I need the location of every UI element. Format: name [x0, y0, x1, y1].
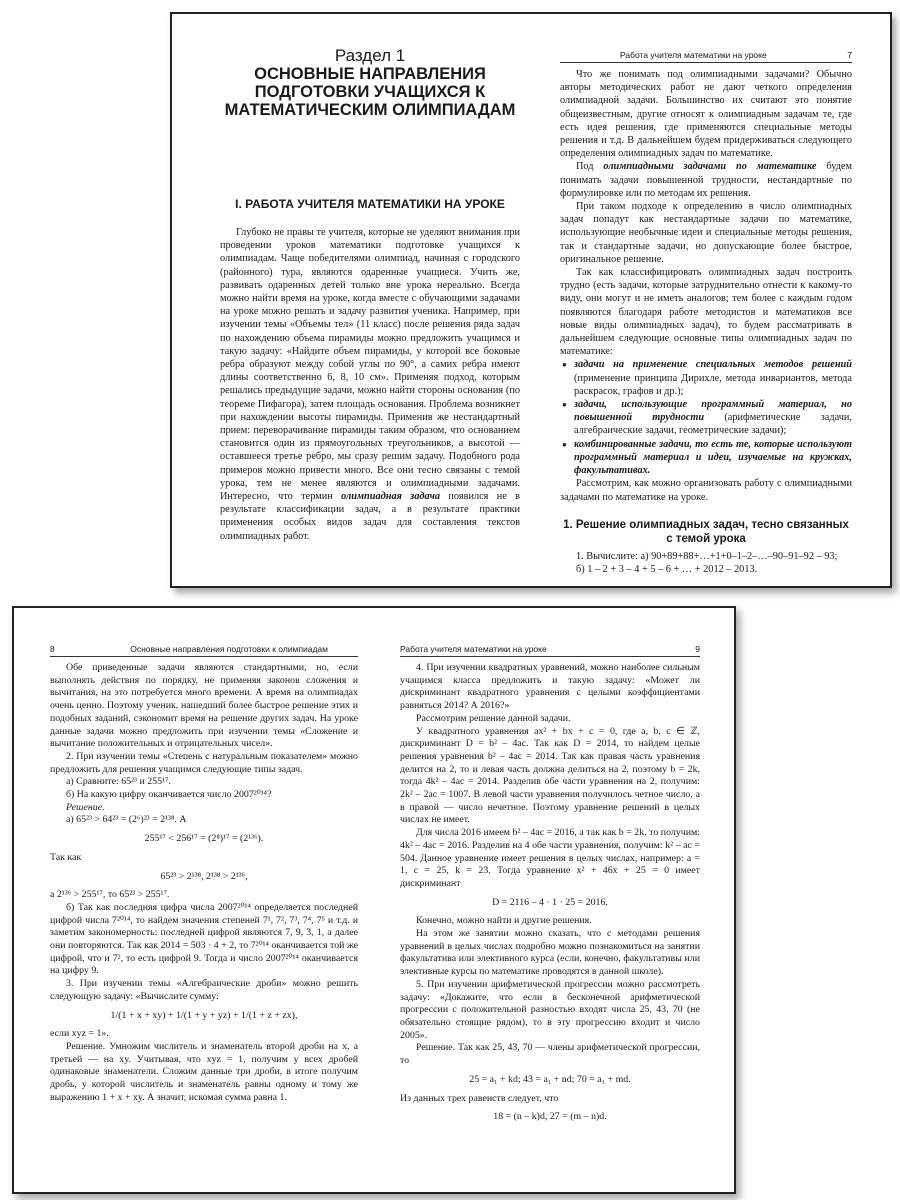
paragraph: Из данных трех равенств следует, что: [400, 1092, 559, 1104]
list-item: ● комбинированные задачи, то есть те, которые используют программный материал и идеи, изучаемые на кружках, факультативах.: [574, 438, 852, 478]
page-right-bottom: [400, 608, 700, 1192]
running-head: [50, 638, 358, 657]
paragraph: Рассмотрим решение данной задачи.: [416, 712, 571, 724]
book-spread-top: [170, 12, 892, 588]
subsection-heading: 1. Решение олимпиадных задач, тесно связанных с темой урока: [563, 518, 849, 545]
formula-line: 25 = a₁ + kd; 43 = a₁ + nd; 70 = a₁ + md.: [469, 1073, 631, 1085]
paragraph: У квадратного уравнения ax² + bx + c = 0, где a, b, c ∈ ℤ, дискриминант D = b² – 4ac. Так как D = 2014, то найдем целые решения уравнения b² – 4ac = 2014. Так как правая часть уравнения делится на 2, то и левая часть должна делиться на 2, поэтому b = 2k, тогда 4k² – 4ac = 2014. Разделив обе части уравнения на 2, получим: 2k² – 2ac = 1007. В левой части уравнения получилось четное число, а в правой — число нечетное. Поэтому уравнение решений в целых числах не имеет.: [400, 725, 700, 826]
page-right-top: [560, 14, 852, 586]
paragraph: 5. При изучении арифметической прогрессии можно рассмотреть задачу: «Докажите, что если в бесконечной арифметической прогрессии с положительной разностью входят числа 25, 43, 70 (не обязательно стоящие рядом), то в эту прогрессию входит и число 2005».: [400, 978, 700, 1041]
paragraph: Под олимпиадными задачами по математике будем понимать задачи повышенной трудности, нестандартные по формулировке или по методам их решения.: [560, 161, 853, 199]
paragraph: На этом же занятии можно сказать, что с методами решения уравнений в целых числах подробно можно познакомиться на занятии факультатива или элективного курса (если, конечно, факультативы или элективные курсы по математике проводятся в данной школе).: [400, 928, 700, 978]
paragraph: Решение. Так как 25, 43, 70 — члены арифметической прогрессии, то: [400, 1042, 700, 1067]
page-left-bottom: [50, 608, 358, 1192]
paragraph: Конечно, можно найти и другие решения.: [416, 915, 592, 927]
paragraph: Обе приведенные задачи являются стандартными, но, если выполнять действия по порядку, не применяя законов сложения и вычитания, на это потребуется много времени. А время на олимпиадах очень ценно. Поэтому ученик, нашедший более быстрое решение этих и подобных заданий, сэкономит время на решение других задач. На уроке данные задачи можно предложить при изучении темы «Сложение и вычитание положительных и отрицательных чисел».: [50, 662, 358, 750]
running-head: [400, 638, 700, 657]
list-item: ● задачи на применение специальных методов решений (применение принципа Дирихле, метода инвариантов, метода раскрасок, графов и др.);: [574, 358, 852, 398]
chapter-title: ОСНОВНЫЕ НАПРАВЛЕНИЯ ПОДГОТОВКИ УЧАЩИХСЯ К МАТЕМАТИЧЕСКИМ ОЛИМПИАДАМ: [224, 65, 516, 119]
page-left-top: [220, 14, 520, 586]
paragraph: Рассмотрим, как можно организовать работу с олимпиадными задачами по математике на уроке.: [560, 478, 852, 503]
paragraph: если xyz = 1».: [50, 1028, 109, 1040]
paragraph: Так как классифицировать олимпиадных задач построить трудно (есть задачи, которые затруднительно отнести к какому-то виду, они могут и не иметь аналогов; тем более с каждым годом появляются благодаря работе методистов и математиков все новые виды олимпиадных задач), то будем рассматривать в дальнейшем следующие основные типы олимпиадных задач по математике:: [560, 267, 852, 358]
paragraph: Решение. Умножим числитель и знаменатель второй дроби на x, а третьей — на xy. Учитывая, что xyz = 1, получим у всех дробей одинаковые знаменатели. Сложим данные три дроби, в итоге получим дробь, у которой числитель и знаменатель равны одному и тому же выражению 1 + x + xy. А значит, искомая сумма равна 1.: [50, 1040, 358, 1103]
problem-types-list: [560, 358, 852, 477]
task-line: 1. Вычислите: а) 90+89+88+…+1+0–1–2–…–90–91–92 – 93;: [576, 550, 838, 562]
paragraph: При таком подходе к определению в число олимпиадных задач попадут как нестандартные задачи по математике, использующие необычные идеи и специальные методы решения, так и стандартные задачи, но допускающие более быстрое, оригинальное решение.: [560, 201, 852, 265]
running-head-title: Работа учителя математики на уроке: [400, 644, 547, 654]
paragraph: а) Сравните: 65²³ и 255¹⁷.: [66, 776, 171, 788]
formula-line: 1/(1 + x + xy) + 1/(1 + y + yz) + 1/(1 + z + zx),: [110, 1009, 298, 1021]
paragraph: 2. При изучении темы «Степень с натуральным показателем» можно предложить для решения учащимся следующие типы задач.: [50, 750, 358, 775]
list-item: ● задачи, использующие программный материал, но повышенной трудности (арифметические задачи, алгебраические задачи, геометрические задачи);: [574, 398, 852, 438]
task-line: б) 1 – 2 + 3 – 4 + 5 – 6 + … + 2012 – 2013.: [576, 563, 758, 575]
body-text: [400, 662, 700, 1130]
page-number: 9: [695, 644, 700, 654]
running-head-title: Работа учителя математики на уроке: [620, 50, 767, 60]
paragraph: Глубоко не правы те учителя, которые не уделяют внимания при проведении уроков математики подготовке учащихся к олимпиадам. Чаще победителями олимпиад, начиная с городского (районного) тура, являются одаренные учащиеся. Учить же, развивать одаренных детей только вне урока нереально. Всегда можно найти время на уроке, когда вместе с обучающими задачами на уроке можно решать и задачу развития ученика. Например, при изучении темы «Объемы тел» (11 класс) после решения ряда задач по нахождению объема пирамиды можно предложить учащимся и такую задачу: «Найдите объем пирамиды, у которой все боковые ребра образуют между собой углы по 90°, а самих ребра имеют длины соответственно 6, 8, 10 см». Применяя подход, которым решались предыдущие задачи, можно найти стороны основания (по теореме Пифагора), затем площадь основания. Проблема возникнет при нахождении высоты пирамиды. Применив же нестандартный прием: переворачивание пирамиды таким образом, что основанием становится один из прямоугольных треугольников, а высотой — оставшееся третье ребро, мы сразу решим задачу. Подобного рода примеров можно привести много. Все они тесно связаны с темой урока, тем не менее являются и олимпиадными задачами. Интересно, что термин олимпиадная задача появился не в результате классификации задач, а в результате практики применения особых видов задач для составления текстов олимпиадных работ.: [220, 227, 520, 542]
running-head: [560, 44, 852, 63]
page-number: 7: [847, 50, 852, 60]
paragraph: Так как: [50, 851, 82, 863]
paragraph: б) Так как последняя цифра числа 2007²⁰¹⁴ определяется последней цифрой числа 7²⁰¹⁴, то найдем значения степеней 7¹, 7², 7³, 7⁴, 7⁵ и т.д. и заметим закономерность: последней цифрой являются 7, 9, 3, 1, а далее они повторяются. Так как 2014 = 503 · 4 + 2, то 7²⁰¹⁴ оканчивается той же цифрой, что и 7², то есть цифрой 9. Тогда и число 2007²⁰¹⁴ оканчивается на цифру 9.: [50, 901, 359, 977]
formula-line: 18 = (n – k)d, 27 = (m – n)d.: [493, 1111, 607, 1123]
body-text: [560, 68, 852, 576]
paragraph: Для числа 2016 имеем b² – 4ac = 2016, а так как b = 2k, то получим: 4k² – 4ac = 2016. Разделив на 4 обе части уравнения, получим: k² – ac = 504. Данное уравнение имеет решения в целых числах, например: a = 1, c = 25, k = 23. Тогда уравнение x² + 46x + 25 = 0 имеет дискриминант: [400, 827, 700, 889]
paragraph: 3. При изучении темы «Алгебраические дроби» можно решить следующую задачу: «Вычислите сумму:: [50, 978, 358, 1002]
body-text: [50, 662, 358, 1105]
paragraph: Решение.: [66, 801, 105, 813]
paragraph: а 2¹³⁶ > 255¹⁷, то 65²³ > 255¹⁷.: [50, 889, 170, 901]
formula-line: 255¹⁷ < 256¹⁷ = (2⁸)¹⁷ = (2¹³⁶).: [144, 833, 264, 845]
paragraph: Что же понимать под олимпиадными задачами? Обычно авторы методических работ не дают четкого определения олимпиадной задачи. Большинство их считают это понятие общеизвестным, другие относят к олимпиадным задачам те, где есть идея решения, где применяются специальные методы решения и т.д. В дальнейшем будем придерживаться следующего определения олимпиадных задач по математике.: [560, 69, 852, 160]
page-number: 8: [50, 644, 55, 654]
paragraph: а) 65²³ > 64²³ = (2⁶)²³ = 2¹³⁸. А: [66, 814, 187, 826]
section-label: Раздел 1: [334, 46, 406, 65]
body-text: [220, 226, 520, 543]
term-olympiad-task: олимпиадная задача: [341, 491, 441, 503]
section-heading: I. РАБОТА УЧИТЕЛЯ МАТЕМАТИКИ НА УРОКЕ: [235, 197, 505, 211]
formula-line: D = 2116 – 4 · 1 · 25 = 2016.: [492, 896, 608, 908]
paragraph: б) На какую цифру оканчивается число 2007²⁰¹⁴?: [66, 789, 272, 801]
running-head-title: Основные направления подготовки к олимпиадам: [130, 644, 328, 654]
book-spread-bottom: [12, 606, 736, 1194]
term-olympiad-problems: олимпиадными задачами по математике: [603, 161, 817, 173]
paragraph: 4. При изучении квадратных уравнений, можно наиболее сильным учащимся класса предложить и такую задачу: «Может ли дискриминант квадратного уравнения с целыми коэффициентами равняться 2014? А 2016?»: [400, 662, 700, 712]
formula-line: 65²³ > 2¹³⁸, 2¹³⁸ > 2¹³⁶,: [160, 870, 248, 882]
